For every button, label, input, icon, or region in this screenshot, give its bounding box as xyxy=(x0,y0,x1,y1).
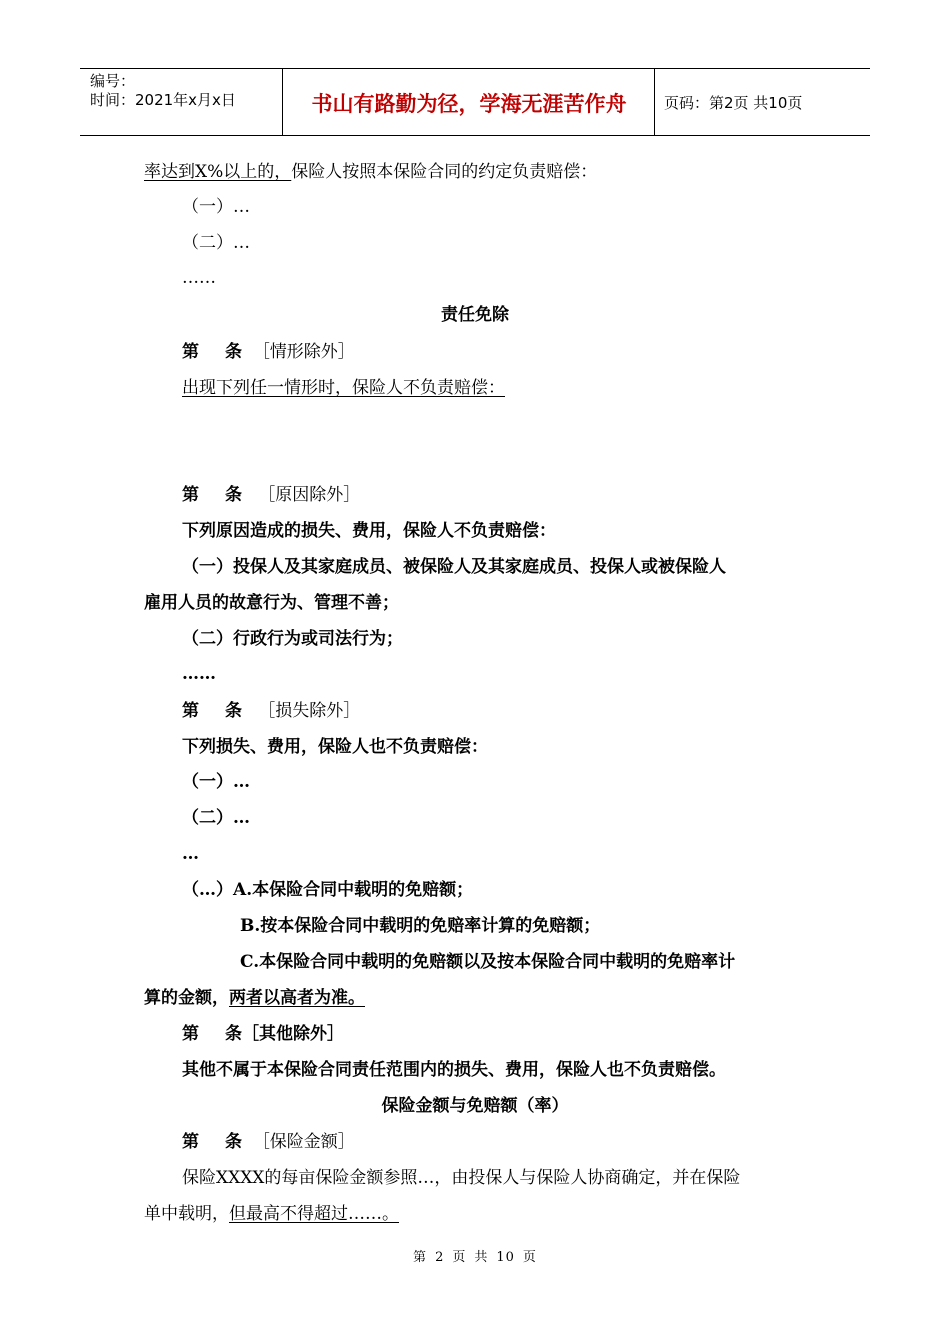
article-number: 第 xyxy=(182,1024,199,1044)
text: 保险人按照本保险合同的约定负责赔偿： xyxy=(291,162,598,182)
article-label: 条 xyxy=(225,342,242,362)
underlined-text: 但最高不得超过……。 xyxy=(229,1204,399,1224)
paragraph-line: 出现下列任一情形时，保险人不负责赔偿： xyxy=(182,378,505,398)
list-item: C.本保险合同中载明的免赔额以及按本保险合同中载明的免赔率计 xyxy=(240,952,736,972)
paragraph-line: 保险XXXX的每亩保险金额参照…，由投保人与保险人协商确定，并在保险 xyxy=(182,1168,741,1188)
list-item: （二）… xyxy=(182,808,250,828)
footer-text: 第 xyxy=(413,1250,428,1265)
list-item: （二）行政行为或司法行为； xyxy=(182,629,403,649)
article-heading xyxy=(182,699,360,723)
footer-text: 页 xyxy=(522,1250,537,1265)
list-item: （一）… xyxy=(182,772,250,792)
paragraph-line: 下列原因造成的损失、费用，保险人不负责赔偿： xyxy=(182,521,556,541)
list-item: （…）A.本保险合同中载明的免赔额； xyxy=(182,880,474,900)
page-footer xyxy=(0,1246,950,1265)
article-tag: ［原因除外］ xyxy=(258,485,361,505)
footer-page-number: 2 xyxy=(435,1250,445,1265)
underlined-text: 率达到X%以上的， xyxy=(144,162,292,182)
article-tag: ［损失除外］ xyxy=(258,701,361,721)
article-number: 第 xyxy=(182,342,199,362)
ellipsis-line: … xyxy=(182,844,199,864)
article-tag: ［保险金额］ xyxy=(252,1132,355,1152)
list-item-continuation: 雇用人员的故意行为、管理不善； xyxy=(144,593,399,613)
footer-total-pages: 10 xyxy=(496,1250,515,1265)
list-item: （一）投保人及其家庭成员、被保险人及其家庭成员、投保人或被保险人 xyxy=(182,557,726,577)
article-tag: ［情形除外］ xyxy=(252,342,355,362)
list-item: B.按本保险合同中载明的免赔率计算的免赔额； xyxy=(240,916,601,936)
article-heading xyxy=(182,340,355,364)
document-date: 时间：2021年x月x日 xyxy=(90,91,236,109)
article-number: 第 xyxy=(182,701,199,721)
header-motto: 书山有路勤为径，学海无涯苦作舟 xyxy=(311,92,627,116)
ellipsis-line: …… xyxy=(182,268,216,288)
paragraph-line: 其他不属于本保险合同责任范围内的损失、费用，保险人也不负责赔偿。 xyxy=(182,1060,726,1080)
text: 算的金额， xyxy=(144,988,229,1008)
text: 单中载明， xyxy=(144,1204,229,1224)
article-tag: ［其他除外］ xyxy=(242,1024,344,1044)
article-heading xyxy=(182,483,360,507)
article-number: 第 xyxy=(182,485,199,505)
list-item: （一）… xyxy=(182,197,250,217)
list-item-continuation xyxy=(144,986,365,1010)
footer-text: 页 xyxy=(452,1250,467,1265)
footer-text: 共 xyxy=(474,1250,489,1265)
article-label: 条 xyxy=(225,1024,242,1044)
article-label: 条 xyxy=(225,485,242,505)
section-heading: 责任免除 xyxy=(441,305,509,325)
ellipsis-line: …… xyxy=(182,664,216,684)
article-heading xyxy=(182,1022,344,1046)
paragraph-line xyxy=(144,1202,399,1226)
header-meta xyxy=(90,72,236,110)
article-label: 条 xyxy=(225,701,242,721)
header-page-info: 页码：第2页 共10页 xyxy=(664,94,803,112)
header-divider xyxy=(654,68,655,136)
section-heading: 保险金额与免赔额（率） xyxy=(381,1096,569,1116)
document-number-label: 编号： xyxy=(90,72,136,90)
header-divider xyxy=(282,68,283,136)
list-item: （二）… xyxy=(182,233,250,253)
underlined-text: 两者以高者为准。 xyxy=(229,988,365,1008)
paragraph-line: 下列损失、费用，保险人也不负责赔偿： xyxy=(182,737,488,757)
article-number: 第 xyxy=(182,1132,199,1152)
paragraph-line xyxy=(144,160,597,184)
article-label: 条 xyxy=(225,1132,242,1152)
article-heading xyxy=(182,1130,355,1154)
